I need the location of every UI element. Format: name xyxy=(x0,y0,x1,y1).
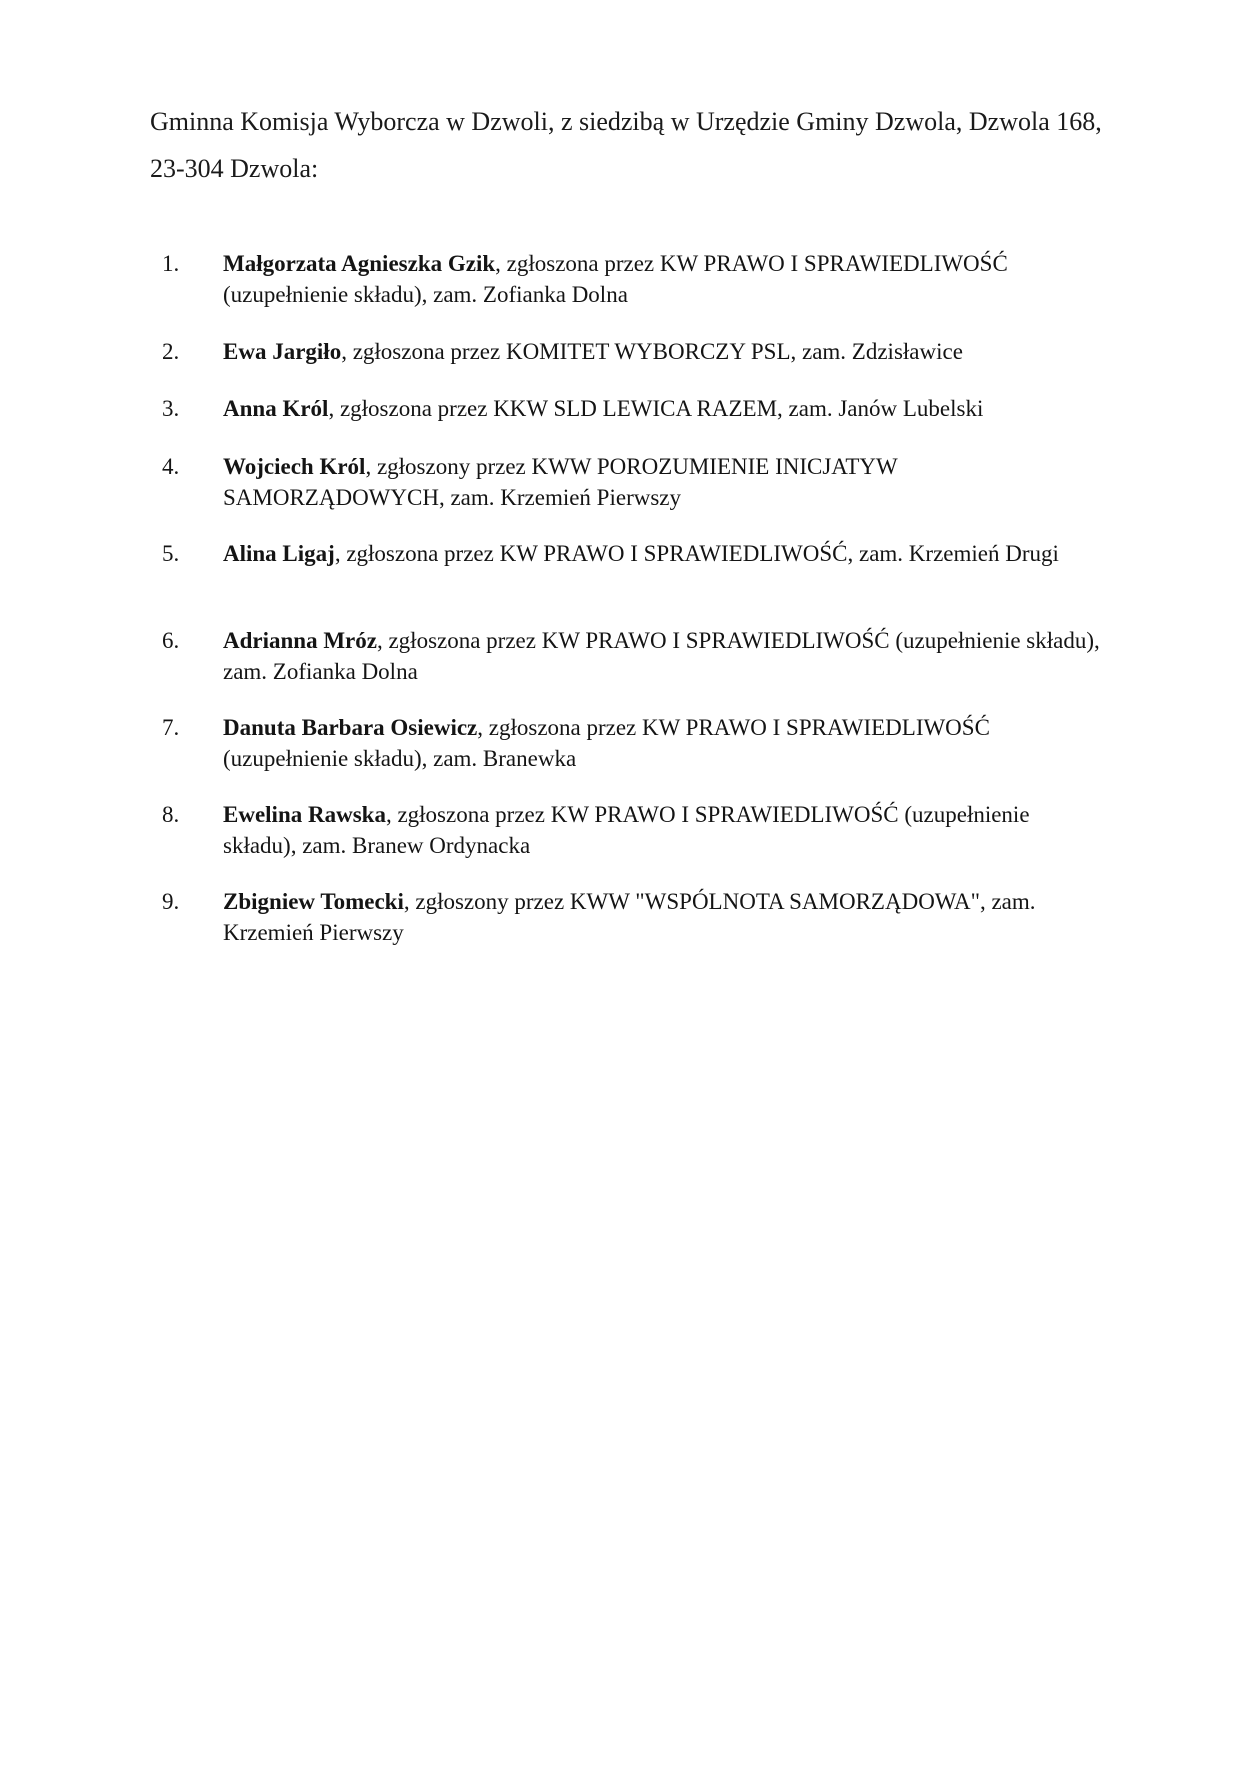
member-name: Anna Król xyxy=(223,396,329,421)
member-details: , zgłoszona przez KW PRAWO I SPRAWIEDLIWOŚĆ (uzupełnienie składu), zam. Branew Ordynacka xyxy=(223,802,1030,858)
member-name: Ewa Jargiło xyxy=(223,339,342,364)
member-name: Małgorzata Agnieszka Gzik xyxy=(223,251,496,276)
list-item-number: 7. xyxy=(162,715,180,740)
member-name: Ewelina Rawska xyxy=(223,802,386,827)
list-item-text xyxy=(223,248,1103,310)
list-item-number: 6. xyxy=(162,628,180,653)
list-item-number: 8. xyxy=(162,802,180,827)
list-item-text xyxy=(223,625,1103,687)
list-item-text xyxy=(223,799,1103,861)
list-item-text xyxy=(223,538,1103,569)
member-name: Danuta Barbara Osiewicz xyxy=(223,715,478,740)
member-name: Zbigniew Tomecki xyxy=(223,889,404,914)
list-item-number: 5. xyxy=(162,541,180,566)
list-item-number: 2. xyxy=(162,339,180,364)
list-item-number: 1. xyxy=(162,251,180,276)
list-item-text xyxy=(223,712,1103,774)
list-item-number: 3. xyxy=(162,396,180,421)
list-item-number: 4. xyxy=(162,454,180,479)
list-item-text xyxy=(223,336,1103,367)
member-name: Alina Ligaj xyxy=(223,541,335,566)
list-item-text xyxy=(223,451,993,513)
list-item-number: 9. xyxy=(162,889,180,914)
member-details: , zgłoszona przez KW PRAWO I SPRAWIEDLIWOŚĆ (uzupełnienie składu), zam. Branewka xyxy=(223,715,990,771)
member-details: , zgłoszona przez KKW SLD LEWICA RAZEM, zam. Janów Lubelski xyxy=(328,396,984,421)
member-name: Adrianna Mróz xyxy=(223,628,377,653)
list-item-text xyxy=(223,393,1103,424)
member-details: , zgłoszona przez KW PRAWO I SPRAWIEDLIWOŚĆ (uzupełnienie składu), zam. Zofianka Dolna xyxy=(223,251,1008,307)
member-details: , zgłoszony przez KWW "WSPÓLNOTA SAMORZĄDOWA", zam. Krzemień Pierwszy xyxy=(223,889,1036,945)
list-item-text xyxy=(223,886,1103,948)
member-details: , zgłoszony przez KWW POROZUMIENIE INICJATYW SAMORZĄDOWYCH, zam. Krzemień Pierwszy xyxy=(223,454,898,510)
member-name: Wojciech Król xyxy=(223,454,366,479)
member-details: , zgłoszona przez KW PRAWO I SPRAWIEDLIWOŚĆ (uzupełnienie składu), zam. Zofianka Dolna xyxy=(223,628,1100,684)
member-details: , zgłoszona przez KOMITET WYBORCZY PSL, zam. Zdzisławice xyxy=(341,339,963,364)
member-details: , zgłoszona przez KW PRAWO I SPRAWIEDLIWOŚĆ, zam. Krzemień Drugi xyxy=(334,541,1059,566)
committee-heading: Gminna Komisja Wyborcza w Dzwoli, z siedzibą w Urzędzie Gminy Dzwola, Dzwola 168, 23-304 Dzwola: xyxy=(150,107,1102,183)
